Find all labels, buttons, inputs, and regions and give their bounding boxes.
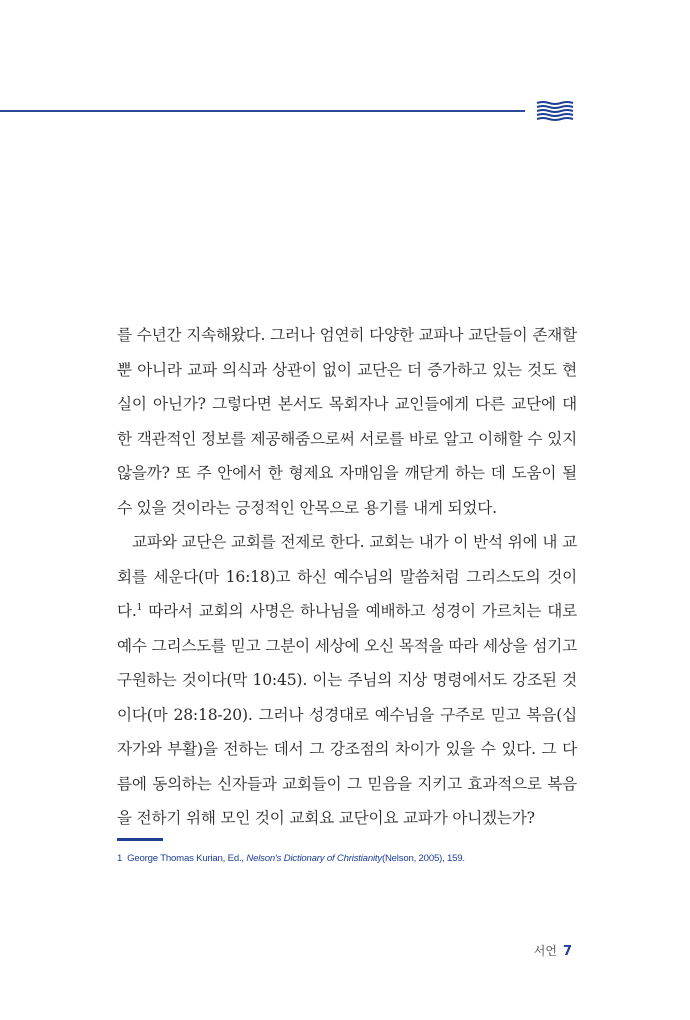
footnote-publication: (Nelson, 2005), 159. bbox=[381, 853, 465, 864]
footnote-rule bbox=[117, 838, 163, 841]
paragraph-1-text: 를 수년간 지속해왔다. 그러나 엄연히 다양한 교파나 교단들이 존재할 뿐 아니라 교파 의식과 상관이 없이 교단은 더 증가하고 있는 것도 현실이 아닌가? 그렇다면 본서도 목회자나 교인들에게 다른 교단에 대한 객관적인 정보를 제공해줌으로써 서로를 바로 알고 이해할 수 있지 않을까? 또 주 안에서 한 형제요 자매임을 깨닫게 하는 데 도움이 될 수 있을 것이라는 긍정적인 안목으로 용기를 내게 되었다. bbox=[117, 326, 577, 517]
paragraph-2-text-before-ref: 교파와 교단은 교회를 전제로 한다. 교회는 내가 이 반석 위에 내 교회를 세운다(마 16:18)고 하신 예수님의 말씀처럼 그리스도의 것이다. bbox=[117, 533, 577, 620]
publisher-wave-logo-icon bbox=[535, 100, 575, 124]
footnote bbox=[117, 853, 587, 864]
section-title: 서언 bbox=[533, 944, 557, 958]
footnote-author: George Thomas Kurian, Ed., bbox=[127, 853, 247, 864]
footnote-title: Nelson's Dictionary of Christianity bbox=[246, 853, 382, 864]
page-number: 7 bbox=[562, 944, 572, 959]
footnote-reference[interactable]: 1 bbox=[136, 602, 143, 613]
paragraph-1 bbox=[117, 318, 577, 525]
header-rule bbox=[0, 110, 525, 112]
paragraph-2-text-after-ref: 따라서 교회의 사명은 하나님을 예배하고 성경이 가르치는 대로 예수 그리스도를 믿고 그분이 세상에 오신 목적을 따라 세상을 섬기고 구원하는 것이다(막 10:45). 이는 주님의 지상 명령에서도 강조된 것이다(마 28:18-20). 그러나 성경대로 예수님을 구주로 믿고 복음(십자가와 부활)을 전하는 데서 그 강조점의 차이가 있을 수 있다. 그 다름에 동의하는 신자들과 교회들이 그 믿음을 지키고 효과적으로 복음을 전하기 위해 모인 것이 교회요 교단이요 교파가 아니겠는가? bbox=[117, 602, 577, 827]
body-text bbox=[117, 318, 577, 836]
paragraph-2 bbox=[117, 525, 577, 836]
footnote-number: 1 bbox=[117, 853, 123, 864]
page-footer bbox=[500, 942, 572, 959]
